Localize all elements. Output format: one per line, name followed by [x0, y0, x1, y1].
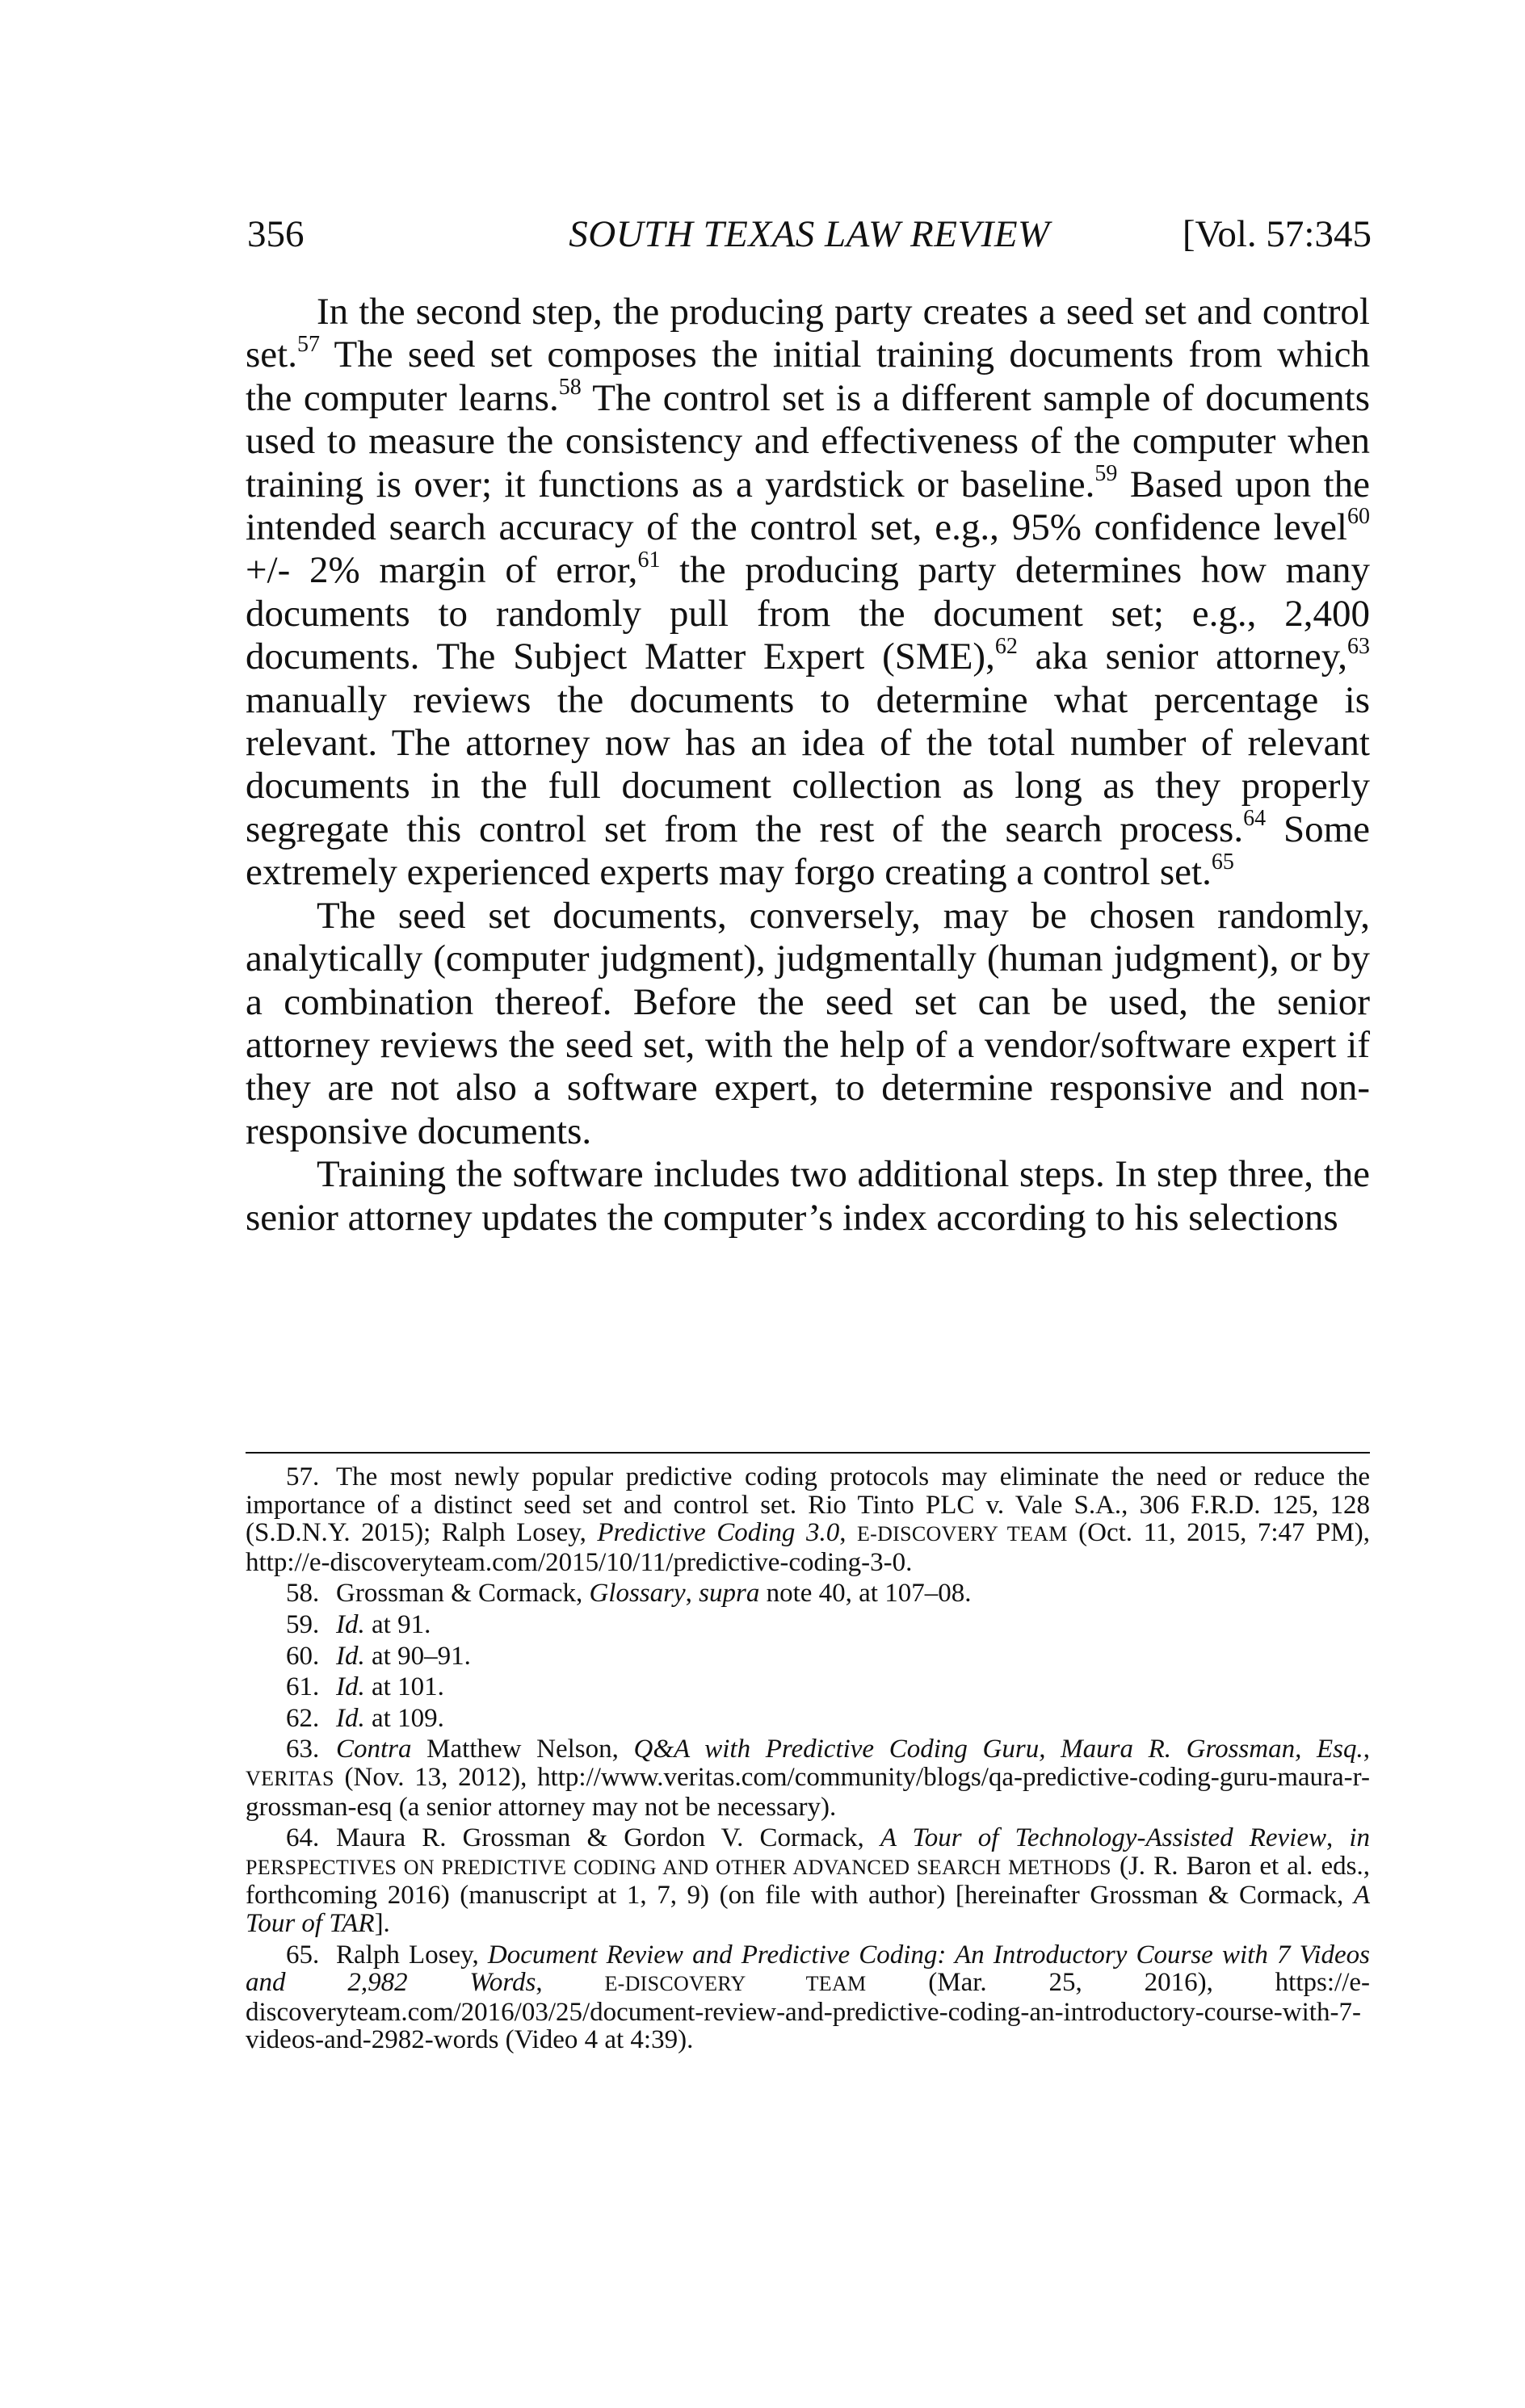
footnote-ref-64[interactable]: 64: [1243, 806, 1267, 832]
cited-title: Predictive Coding 3.0: [597, 1518, 840, 1548]
cited-title: Q&A with Predictive Coding Guru, Maura R. Grossman, Esq.: [633, 1735, 1363, 1764]
text-run: (Mar. 25, 2016), https://e-discoveryteam.com/2016/03/25/document-review-and-predictive-coding-an-introductory-course-with-7-videos-and-2982-words (Video 4 at 4:39).: [246, 1968, 1371, 2055]
footnote-62: [246, 1705, 1370, 1733]
footnote-number: 60.: [286, 1641, 320, 1671]
text-run: (J. R. Baron et al. eds., forthcoming 2016) (manuscript at 1, 7, 9) (on file with author) [hereinafter Grossman & Cormack,: [246, 1851, 1370, 1911]
text-run: Matthew Nelson,: [411, 1735, 634, 1764]
text-run: ,: [685, 1579, 699, 1609]
cited-title: Document Review and Predictive Coding: An Introductory Course with 7 Videos and 2,982 Words: [246, 1940, 1370, 1998]
footnote-ref-61[interactable]: 61: [637, 547, 661, 573]
signal-word: Id.: [336, 1609, 365, 1639]
footnote-number: 59.: [286, 1609, 320, 1639]
footnote-59: [246, 1611, 1370, 1639]
text-run: Grossman & Cormack,: [336, 1579, 590, 1609]
text-run: the producing party determines how many documents to randomly pull from the document set; e.g., 2,400 documents. The Subject Matter Expert (SME),: [246, 549, 1370, 678]
publication-name: E-DISCOVERY TEAM: [604, 1972, 867, 1996]
footnote-64: [246, 1824, 1370, 1937]
cited-title: A Tour of TAR: [246, 1881, 1370, 1938]
footnote-ref-57[interactable]: 57: [296, 331, 320, 357]
text-run: at 90–91.: [364, 1641, 471, 1671]
publication-name: E-DISCOVERY TEAM: [856, 1522, 1068, 1546]
text-run: (Oct. 11, 2015, 7:47 PM), http://e-discoveryteam.com/2015/10/11/predictive-coding-3-0.: [246, 1518, 1370, 1577]
text-run: The most newly popular predictive coding protocols may eliminate the need or reduce the importance of a distinct seed set and control set. Rio Tinto PLC v. Vale S.A., 306 F.R.D. 125, 128 (S.D.N.Y. 2015); Ralph Losey,: [246, 1462, 1370, 1548]
text-run: ,: [839, 1518, 857, 1548]
footnote-60: [246, 1642, 1370, 1671]
cited-title: Glossary: [589, 1579, 686, 1609]
main-text: [246, 291, 1370, 1240]
footnote-ref-59[interactable]: 59: [1094, 460, 1118, 486]
footnote-ref-60[interactable]: 60: [1347, 504, 1370, 530]
page-number: 356: [247, 213, 305, 255]
text-run: at 101.: [364, 1672, 444, 1702]
cited-title: A Tour of Technology-Assisted Review: [880, 1823, 1326, 1853]
signal-word: Id.: [336, 1672, 365, 1702]
text-run: at 109.: [364, 1703, 444, 1733]
text-run: In the second step, the producing party creates a seed set and control set.: [246, 291, 1370, 376]
footnote-58: [246, 1579, 1370, 1608]
text-run: Some extremely experienced experts may forgo creating a control set.: [246, 808, 1370, 894]
signal-word: Id.: [336, 1641, 365, 1671]
footnote-number: 57.: [286, 1462, 320, 1491]
signal-word: in: [1349, 1823, 1371, 1853]
footnote-57: [246, 1463, 1370, 1576]
text-run: at 91.: [364, 1609, 431, 1639]
publication-name: PERSPECTIVES ON PREDICTIVE CODING AND OTHER ADVANCED SEARCH METHODS: [246, 1855, 1111, 1879]
footnote-ref-65[interactable]: 65: [1211, 849, 1234, 875]
text-run: +/- 2% margin of error,: [246, 549, 638, 592]
footnote-61: [246, 1673, 1370, 1701]
footnote-number: 61.: [286, 1672, 320, 1702]
footnote-63: [246, 1735, 1370, 1821]
signal-word: Contra: [336, 1735, 412, 1764]
text-run: The seed set composes the initial training documents from which the computer learns.: [246, 334, 1370, 419]
running-title: SOUTH TEXAS LAW REVIEW: [569, 213, 1050, 255]
text-run: Based upon the intended search accuracy of the control set, e.g., 95% confidence level: [246, 463, 1371, 549]
text-run: note 40, at 107–08.: [759, 1579, 972, 1609]
paragraph-1: [246, 291, 1370, 895]
text-run: ,: [536, 1968, 605, 1998]
text-run: ,: [1363, 1735, 1370, 1764]
text-run: Maura R. Grossman & Gordon V. Cormack,: [336, 1823, 880, 1853]
signal-word: Id.: [336, 1703, 365, 1733]
footnote-divider: [246, 1452, 1370, 1454]
text-run: ].: [374, 1908, 390, 1938]
footnote-ref-62[interactable]: 62: [994, 633, 1018, 659]
text-run: (Nov. 13, 2012), http://www.veritas.com/community/blogs/qa-predictive-coding-guru-maura-r-grossman-esq (a senior attorney may not be necessary).: [246, 1762, 1370, 1822]
footnote-number: 64.: [286, 1823, 320, 1853]
footnote-65: [246, 1941, 1370, 2054]
text-run: manually reviews the documents to determine what percentage is relevant. The attorney now has an idea of the total number of relevant documents in the full document collection as long as they properly segregate this control set from the rest of the search process.: [246, 678, 1370, 850]
footnote-number: 65.: [286, 1940, 320, 1970]
footnote-number: 58.: [286, 1579, 320, 1609]
footnote-number: 62.: [286, 1703, 320, 1733]
page-header: [247, 206, 1372, 262]
text-run: aka senior attorney,: [1017, 636, 1347, 678]
footnote-ref-58[interactable]: 58: [558, 375, 582, 401]
text-run: Ralph Losey,: [336, 1940, 488, 1970]
publication-name: VERITAS: [246, 1766, 334, 1790]
footnote-number: 63.: [286, 1735, 320, 1764]
signal-word: supra: [699, 1579, 760, 1609]
paragraph-2: The seed set documents, conversely, may be chosen randomly, analytically (computer judgment), judgmentally (human judgment), or by a combination thereof. Before the seed set can be used, the senior attorney reviews the seed set, with the help of a vendor/software expert if they are not also a software expert, to determine responsive and non-responsive documents.: [246, 894, 1370, 1152]
text-run: ,: [1325, 1823, 1350, 1853]
paragraph-3: Training the software includes two additional steps. In step three, the senior attorney updates the computer’s index according to his selections: [246, 1153, 1370, 1239]
footnotes: [246, 1463, 1370, 2058]
volume-citation: [Vol. 57:345: [1182, 213, 1372, 255]
text-run: The control set is a different sample of documents used to measure the consistency and effectiveness of the computer when training is over; it functions as a yardstick or baseline.: [246, 376, 1370, 506]
footnote-ref-63[interactable]: 63: [1347, 633, 1370, 659]
